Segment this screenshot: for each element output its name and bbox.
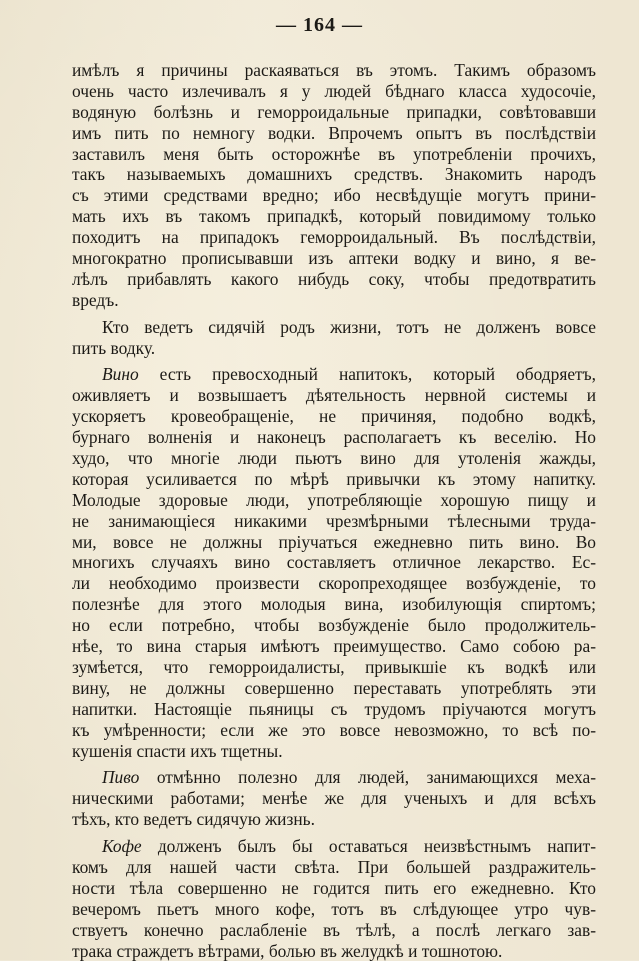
text-line: напитки. Настоящіе пьяницы съ трудомъ пріучаются могутъ <box>72 698 596 719</box>
text-line: лѣлъ прибавлять какого нибудь соку, чтобы предотвратить <box>72 268 596 289</box>
paragraph <box>72 364 596 761</box>
paragraph-term: Пиво <box>102 767 140 788</box>
text-line <box>72 364 596 385</box>
text-line: зумѣется, что геморроидалисты, привыкшіе къ водкѣ или <box>72 656 596 677</box>
text-line: вину, не должны совершенно переставать употреблять эти <box>72 677 596 698</box>
paragraph-term: Кофе <box>102 836 142 857</box>
text-line: многихъ случаяхъ вино составляетъ отличное лекарство. Ес- <box>72 552 596 573</box>
text-line: ствуетъ конечно раслабленіе въ тѣлѣ, а послѣ легкаго зав- <box>72 919 596 940</box>
text-line: такъ называемыхъ домашнихъ средствъ. Знакомить народъ <box>72 164 596 185</box>
text-line-content: долженъ былъ бы оставаться неизвѣстнымъ напит- <box>141 836 596 857</box>
text-line: тѣхъ, кто ведетъ сидячую жизнь. <box>72 809 315 830</box>
text-line: ускоряетъ кровеобращеніе, не причиняя, подобно водкѣ, <box>72 406 596 427</box>
text-line: имъ пить по немногу водки. Впрочемъ опытъ въ послѣдствіи <box>72 122 596 143</box>
text-line: походитъ на припадокъ геморроидальный. Въ послѣдствіи, <box>72 227 596 248</box>
paragraph <box>72 767 596 830</box>
text-line-content: отмѣнно полезно для людей, занимающихся меха- <box>139 767 596 788</box>
text-line: съ этими средствами вредно; ибо несвѣдущіе могутъ прини- <box>72 185 596 206</box>
page-body-text <box>72 60 596 961</box>
text-line: кушенія спасти ихъ тщетны. <box>72 740 283 761</box>
text-line: многократно прописывавши изъ аптеки водку и вино, я ве- <box>72 248 596 269</box>
text-line: которая усиливается по мѣрѣ привычки къ этому напитку. <box>72 468 596 489</box>
text-line: вечеромъ пьетъ много кофе, тотъ въ слѣдующее утро чув- <box>72 898 596 919</box>
text-line: очень часто излечивалъ я у людей бѣднаго класса худосочіе, <box>72 80 596 101</box>
text-line <box>72 836 596 857</box>
text-line: бурнаго волненія и наконецъ располагаетъ къ веселію. Но <box>72 427 596 448</box>
text-line: оживляетъ и возвышаетъ дѣятельность нервной системы и <box>72 385 596 406</box>
text-line: нѣе, то вина старыя имѣютъ преимущество. Само собою ра- <box>72 636 596 657</box>
text-line-content: есть превосходный напитокъ, который ободряетъ, <box>138 364 596 385</box>
text-line: ли необходимо произвести скоропреходящее возбужденіе, то <box>72 573 596 594</box>
paragraph-term: Вино <box>102 364 139 385</box>
paragraph <box>72 836 596 961</box>
text-line: полезнѣе для этого молодыя вина, изобилующія спиртомъ; <box>72 594 596 615</box>
text-line: ническими работами; менѣе же для ученыхъ и для всѣхъ <box>72 788 596 809</box>
text-line: имѣлъ я причины раскаяваться въ этомъ. Такимъ образомъ <box>72 60 596 80</box>
text-line: Молодые здоровые люди, употребляющіе хорошую пищу и <box>72 489 596 510</box>
text-line: не занимающіеся никакими чрезмѣрными тѣлесными труда- <box>72 510 596 531</box>
text-line: мать ихъ въ такомъ припадкѣ, который повидимому только <box>72 206 596 227</box>
paragraph <box>72 60 596 311</box>
text-line: худо, что многіе люди пьютъ вино для утоленія жажды, <box>72 448 596 469</box>
text-line: комъ для нашей части свѣта. При большей раздражитель- <box>72 856 596 877</box>
text-line: ми, вовсе не должны пріучаться ежедневно пить вино. Во <box>72 531 596 552</box>
text-line: Кто ведетъ сидячій родъ жизни, тотъ не долженъ вовсе <box>102 316 596 337</box>
text-line: заставилъ меня быть осторожнѣе въ употребленіи прочихъ, <box>72 143 596 164</box>
text-line <box>72 767 596 788</box>
text-line: къ умѣренности; если же это вовсе невозможно, то всѣ по- <box>72 719 596 740</box>
text-line: пить водку. <box>72 337 156 358</box>
text-line: вредъ. <box>72 289 119 310</box>
text-line: ности тѣла совершенно не годится пить его ежедневно. Кто <box>72 877 596 898</box>
page-number-header: — 164 — <box>276 14 363 36</box>
paragraph <box>72 317 596 359</box>
text-line: трака страждетъ вѣтрами, болью въ желудкѣ и тошнотою. <box>72 940 503 961</box>
text-line: водяную болѣзнь и геморроидальные припадки, совѣтовавши <box>72 101 596 122</box>
text-line: но если потребно, чтобы возбужденіе было продолжитель- <box>72 615 596 636</box>
